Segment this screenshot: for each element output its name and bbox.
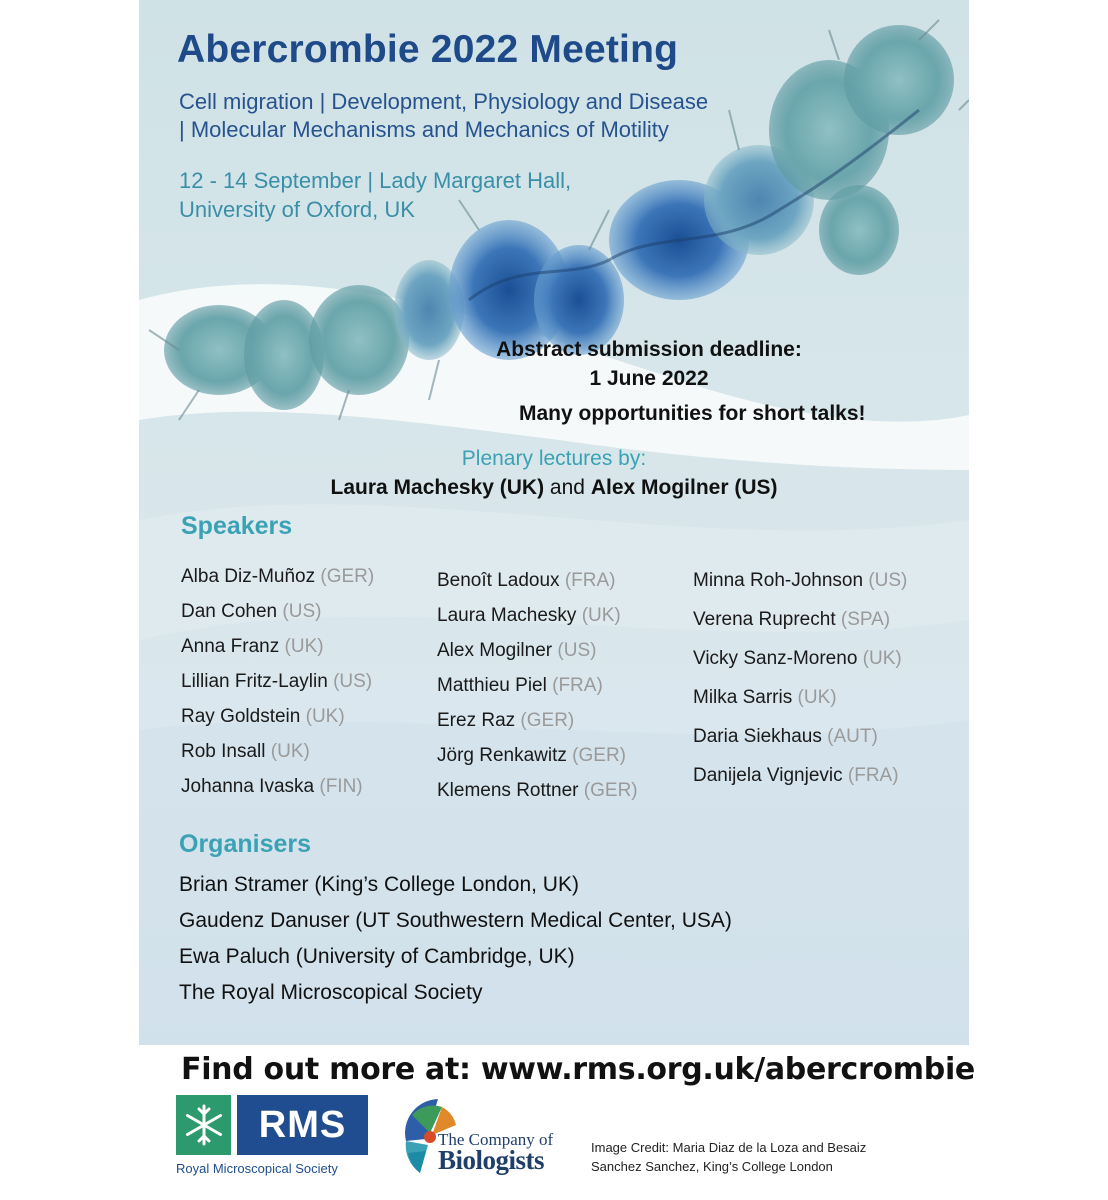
company-of-biologists-logo (398, 1093, 554, 1188)
page-title: Abercrombie 2022 Meeting (177, 28, 679, 71)
speaker-country: (FRA) (564, 570, 616, 591)
cob-line-1: The Company of (438, 1130, 554, 1149)
speaker-name: Alba Diz-Muñoz (181, 566, 316, 587)
speaker-name: Lillian Fritz-Laylin (181, 671, 328, 692)
speaker-item (693, 725, 907, 764)
speakers-column-3 (693, 569, 907, 803)
speaker-item (437, 569, 638, 604)
organiser-item: Ewa Paluch (University of Cambridge, UK) (179, 945, 575, 968)
speakers-heading: Speakers (181, 512, 293, 540)
speaker-country: (UK) (284, 636, 324, 657)
speaker-name: Erez Raz (437, 710, 516, 731)
speaker-country: (US) (868, 570, 908, 591)
organisers-heading: Organisers (179, 830, 312, 858)
speaker-name: Ray Goldstein (181, 706, 301, 727)
topics-line-1: Cell migration | Development, Physiology and Disease (179, 89, 709, 114)
speaker-item (181, 740, 374, 775)
speaker-name: Daria Siekhaus (693, 726, 822, 747)
speaker-name: Minna Roh-Johnson (693, 570, 864, 591)
speaker-country: (US) (557, 640, 597, 661)
speaker-country: (GER) (520, 710, 575, 731)
speaker-name: Vicky Sanz-Moreno (693, 648, 858, 669)
rms-name: Royal Microscopical Society (176, 1161, 338, 1176)
speakers-column-2 (437, 569, 638, 814)
deadline-label: Abstract submission deadline: (496, 338, 802, 361)
speaker-name: Jörg Renkawitz (437, 745, 567, 766)
organiser-item: Brian Stramer (King’s College London, UK) (179, 873, 579, 896)
speaker-item (181, 670, 374, 705)
plenary-joiner: and (549, 476, 585, 499)
speaker-country: (UK) (581, 605, 621, 626)
dates-line-2: University of Oxford, UK (179, 197, 415, 222)
speaker-item (693, 569, 907, 608)
speaker-name: Benoît Ladoux (437, 570, 560, 591)
speaker-country: (US) (282, 601, 322, 622)
speaker-name: Laura Machesky (437, 605, 577, 626)
speakers-column-1 (181, 565, 374, 810)
poster (139, 0, 969, 1045)
speaker-name: Danijela Vignjevic (693, 765, 843, 786)
speaker-name: Verena Ruprecht (693, 609, 836, 630)
cob-wordmark (438, 1131, 553, 1174)
speaker-country: (GER) (572, 745, 626, 766)
speaker-item (181, 600, 374, 635)
speaker-name: Rob Insall (181, 741, 266, 762)
deadline-date: 1 June 2022 (589, 367, 709, 390)
image-credit (591, 1138, 891, 1176)
speaker-item (437, 674, 638, 709)
speaker-name: Matthieu Piel (437, 675, 547, 696)
speaker-country: (GER) (583, 780, 638, 801)
speaker-item (181, 635, 374, 670)
speaker-country: (FIN) (319, 776, 363, 797)
rms-logo (176, 1095, 368, 1176)
credit-line-1: Image Credit: Maria Diaz de la Loza and Besaiz (591, 1140, 867, 1155)
speaker-item (437, 604, 638, 639)
short-talks-note: Many opportunities for short talks! (519, 402, 866, 425)
speaker-name: Milka Sarris (693, 687, 793, 708)
organiser-item: The Royal Microscopical Society (179, 981, 483, 1004)
speaker-country: (GER) (320, 566, 375, 587)
speaker-item (437, 639, 638, 674)
speaker-country: (UK) (797, 687, 837, 708)
plenary-speakers (139, 476, 969, 500)
dates-venue (179, 166, 571, 224)
speaker-country: (US) (333, 671, 373, 692)
speaker-name: Alex Mogilner (437, 640, 553, 661)
find-out-more-link[interactable]: Find out more at: www.rms.org.uk/abercrombie (181, 1052, 975, 1087)
speaker-country: (FRA) (847, 765, 899, 786)
speaker-country: (SPA) (840, 609, 891, 630)
speaker-country: (UK) (862, 648, 902, 669)
speaker-name: Dan Cohen (181, 601, 278, 622)
organisers-list (179, 870, 732, 1014)
speaker-name: Johanna Ivaska (181, 776, 315, 797)
speaker-country: (UK) (270, 741, 310, 762)
abstract-deadline (484, 335, 814, 393)
meeting-topics (179, 88, 708, 144)
speaker-item (437, 779, 638, 814)
topics-line-2: | Molecular Mechanisms and Mechanics of Motility (179, 117, 669, 142)
speaker-item (181, 565, 374, 600)
speaker-item (693, 764, 907, 803)
speaker-item (693, 686, 907, 725)
speaker-item (437, 709, 638, 744)
credit-line-2: Sanchez Sanchez, King’s College London (591, 1159, 833, 1174)
speaker-item (181, 775, 374, 810)
speaker-item (693, 608, 907, 647)
rms-wordmark: RMS (237, 1095, 368, 1155)
speaker-country: (FRA) (552, 675, 603, 696)
cob-line-2: Biologists (438, 1145, 545, 1175)
speaker-country: (UK) (305, 706, 345, 727)
speaker-item (693, 647, 907, 686)
plenary-speaker-2: Alex Mogilner (US) (590, 476, 778, 499)
plenary-speaker-1: Laura Machesky (UK) (330, 476, 545, 499)
dates-line-1: 12 - 14 September | Lady Margaret Hall, (179, 168, 572, 193)
snowflake-icon (176, 1095, 231, 1155)
speaker-item (437, 744, 638, 779)
speaker-country: (AUT) (827, 726, 878, 747)
plenary-heading: Plenary lectures by: (461, 447, 647, 470)
organiser-item: Gaudenz Danuser (UT Southwestern Medical Center, USA) (179, 909, 732, 932)
speaker-name: Anna Franz (181, 636, 280, 657)
speaker-name: Klemens Rottner (437, 780, 579, 801)
speaker-item (181, 705, 374, 740)
